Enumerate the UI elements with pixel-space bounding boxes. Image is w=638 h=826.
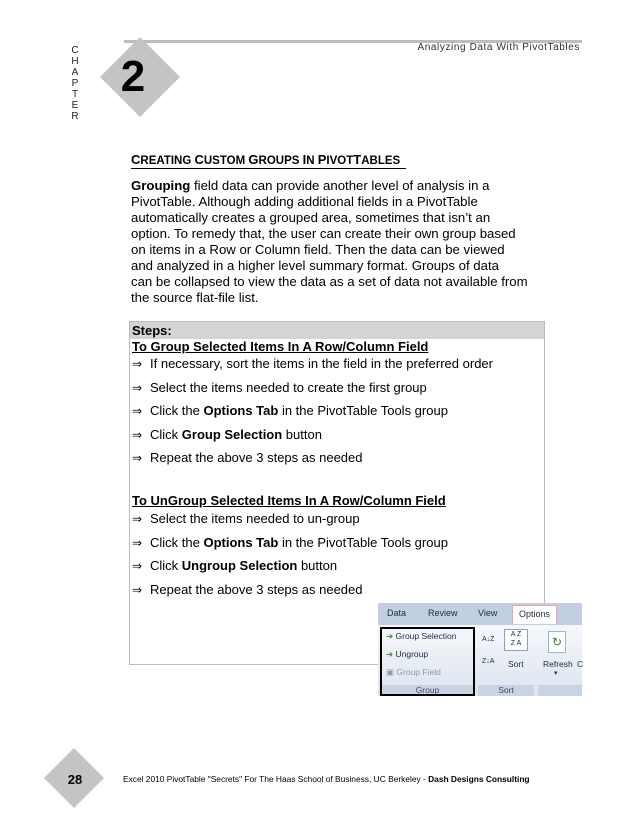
ungroup-icon: ➔: [386, 649, 394, 659]
step-bold-text: Options Tab: [203, 403, 279, 418]
refresh-dropdown-icon[interactable]: ▾: [554, 670, 558, 677]
tab-view[interactable]: View: [478, 608, 498, 618]
heading-part: ABLES: [361, 155, 401, 167]
step-text-end: in the PivotTable Tools group: [278, 403, 448, 418]
step-item: [132, 403, 448, 418]
chapter-letter: A: [71, 67, 79, 78]
chapter-letter: T: [71, 89, 79, 100]
group-steps-title: To Group Selected Items In A Row/Column Field: [132, 339, 429, 354]
ribbon-cut-label: C: [577, 659, 584, 669]
chapter-letter: H: [71, 56, 79, 67]
step-text: Click: [150, 558, 182, 573]
chapter-letter: C: [71, 45, 79, 56]
step-text-end: button: [297, 558, 338, 573]
step-item: [132, 427, 322, 442]
ribbon-tab-bar: [378, 603, 582, 625]
step-bold-text: Options Tab: [203, 534, 279, 550]
excel-ribbon-screenshot: [378, 603, 582, 696]
intro-line: and analyzed in a higher level summary format. Groups of data: [131, 258, 499, 273]
sort-az-icon: A↓Z: [482, 636, 495, 643]
chapter-number: 2: [120, 52, 146, 101]
sort-za-button[interactable]: [482, 658, 496, 666]
intro-lead: Grouping: [131, 178, 191, 193]
sort-za-icon: Z↓A: [482, 658, 495, 665]
step-item: [132, 450, 363, 465]
heading-part: C: [131, 152, 141, 167]
heading-part: IVOT: [326, 155, 354, 167]
chapter-letter: R: [71, 111, 79, 122]
step-item: [132, 582, 363, 597]
chapter-label: [68, 45, 82, 122]
group-selection-icon: ➔: [386, 631, 394, 641]
arrow-icon: ⇒: [132, 451, 143, 465]
group-highlight-box: [380, 627, 475, 696]
step-text: Select the items needed to create the first group: [150, 379, 427, 395]
heading-part: USTOM: [203, 155, 249, 167]
steps-title: Steps:: [132, 323, 172, 338]
chapter-letter: P: [71, 78, 79, 89]
heading-part: G: [248, 152, 259, 167]
steps-header: [130, 322, 544, 339]
intro-line: automatically creates a grouped area, sometimes that isn’t an: [131, 210, 491, 225]
tab-options[interactable]: Options: [512, 605, 557, 624]
refresh-button[interactable]: Refresh: [543, 659, 573, 669]
group-label: Group: [382, 685, 473, 696]
intro-line: option. To remedy that, the user can create their own group based: [131, 226, 516, 241]
arrow-icon: ⇒: [132, 559, 143, 573]
heading-part: I: [302, 152, 307, 167]
chapter-letter: E: [71, 100, 79, 111]
tab-review[interactable]: Review: [428, 608, 458, 618]
step-bold-text: Ungroup Selection: [181, 558, 298, 573]
heading-part: REATING: [140, 155, 195, 167]
step-text-end: button: [282, 426, 322, 442]
step-text: Select the items needed to un-group: [150, 511, 360, 526]
intro-line: can be collapsed to view the data as a set of data not available from: [131, 274, 528, 289]
arrow-icon: ⇒: [132, 427, 143, 442]
group-selection-label: Group Selection: [395, 631, 457, 641]
arrow-icon: ⇒: [132, 512, 143, 526]
intro-line: PivotTable. Although adding additional fields in a PivotTable: [131, 194, 478, 209]
arrow-icon: ⇒: [132, 380, 143, 395]
refresh-icon: ↻: [548, 631, 566, 653]
sort-label: Sort: [478, 685, 534, 696]
heading-part: T: [353, 152, 362, 167]
intro-line: the source flat-file list.: [131, 290, 259, 305]
intro-paragraph: [131, 178, 551, 306]
step-text: Repeat the above 3 steps as needed: [150, 581, 363, 597]
tab-data[interactable]: Data: [387, 608, 407, 618]
step-text-end: in the PivotTable Tools group: [278, 534, 448, 550]
step-text: Repeat the above 3 steps as needed: [150, 450, 363, 465]
step-item: [132, 356, 493, 371]
running-header: Analyzing Data With PivotTables: [417, 42, 580, 53]
step-text: Click: [150, 426, 182, 442]
heading-part: C: [194, 152, 204, 167]
intro-line: on items in a Row or Column field. Then the data can be viewed: [131, 242, 505, 257]
sort-dialog-icon: A Z Z A: [504, 629, 528, 651]
heading-part: ROUPS: [258, 155, 303, 167]
step-item: [132, 535, 448, 550]
heading-part: N: [306, 155, 318, 167]
step-bold-text: Group Selection: [181, 426, 283, 442]
sort-button[interactable]: Sort: [508, 659, 524, 669]
step-text: Click the: [150, 534, 204, 550]
ungroup-steps-title: To UnGroup Selected Items In A Row/Column Field: [132, 493, 446, 508]
ungroup-label: Ungroup: [395, 649, 429, 659]
page-number: 28: [67, 772, 83, 787]
step-item: [132, 380, 427, 395]
section-heading: [131, 152, 400, 167]
sort-az-button[interactable]: [482, 636, 496, 644]
arrow-icon: ⇒: [132, 404, 143, 418]
arrow-icon: ⇒: [132, 535, 143, 550]
footer-brand: Dash Designs Consulting: [428, 774, 530, 784]
footer-text: [123, 774, 530, 784]
step-item: [132, 558, 337, 573]
heading-part: P: [317, 152, 327, 167]
arrow-icon: ⇒: [132, 357, 143, 371]
step-item: [132, 511, 360, 526]
group-field-label: Group Field: [396, 667, 441, 677]
intro-line: field data can provide another level of analysis in a: [190, 178, 490, 193]
step-text: Click the: [150, 403, 204, 418]
data-label-stub: [538, 685, 582, 696]
arrow-icon: ⇒: [132, 582, 143, 597]
footer-caption: Excel 2010 PivotTable "Secrets" For The Haas School of Business, UC Berkeley -: [123, 774, 429, 784]
step-text: If necessary, sort the items in the field in the preferred order: [150, 356, 493, 371]
section-heading-rule: [131, 168, 406, 169]
group-field-icon: ▣: [386, 667, 395, 677]
